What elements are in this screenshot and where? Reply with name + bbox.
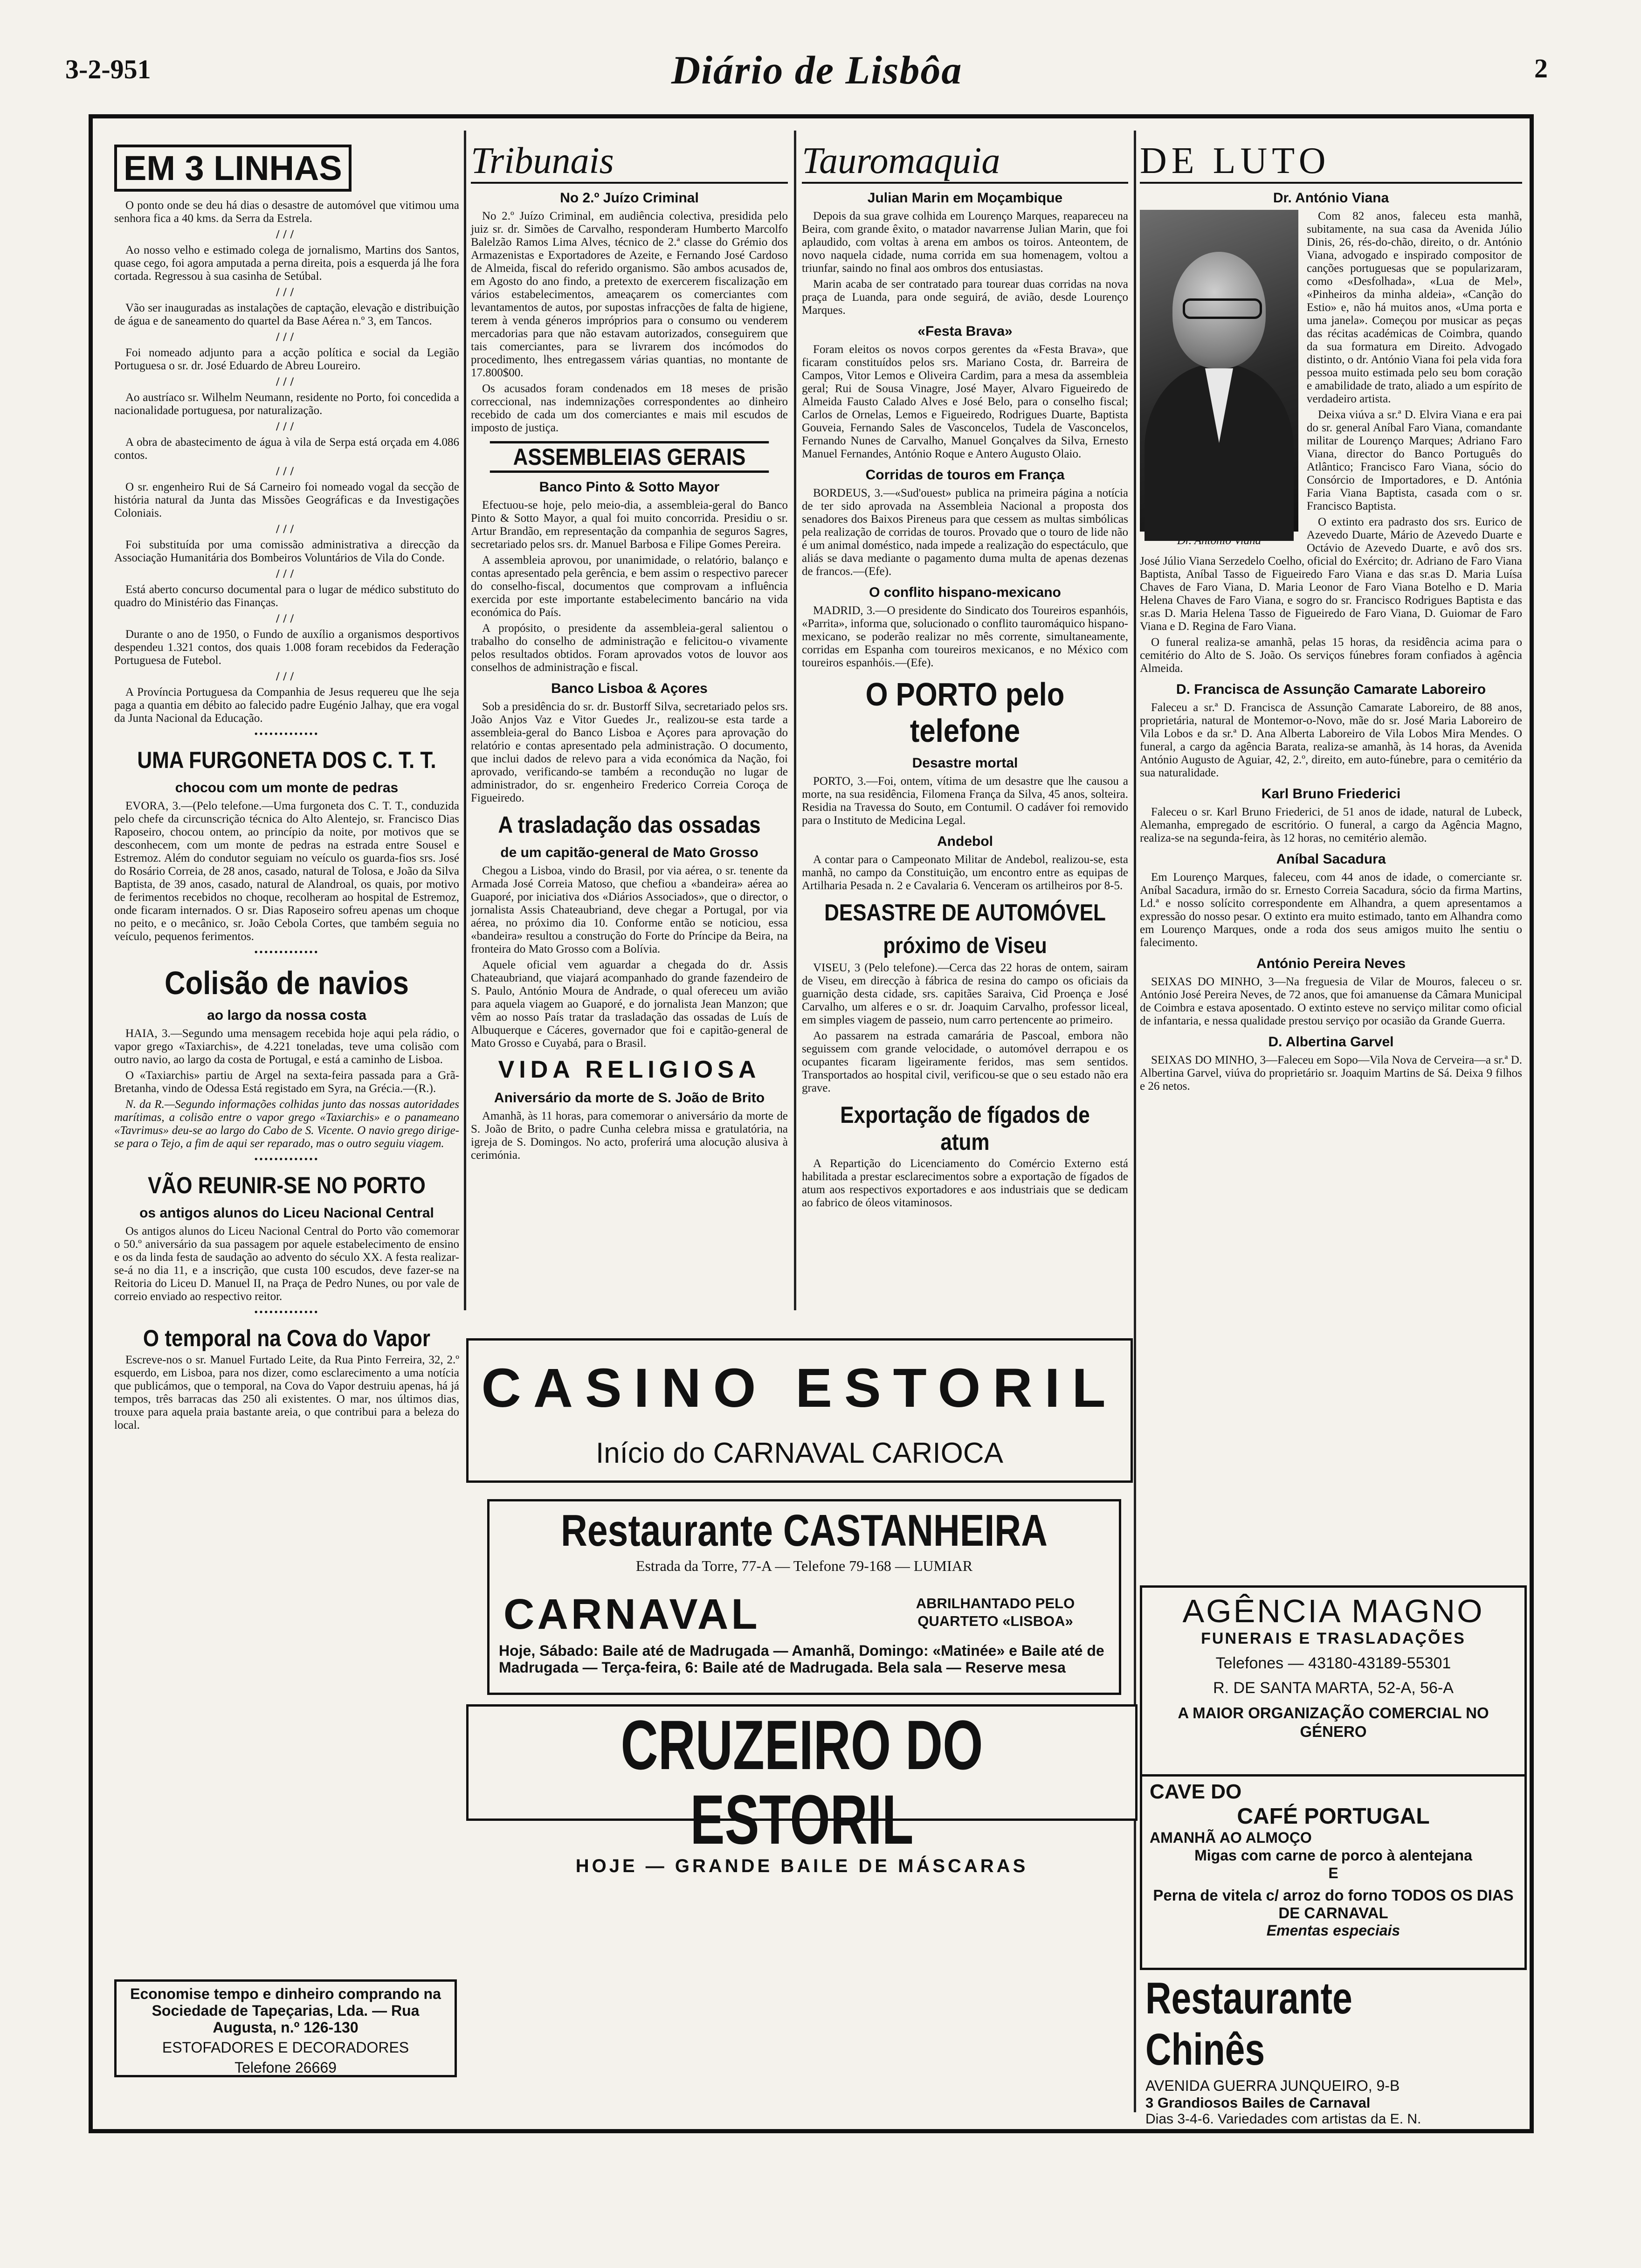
article-body: Efectuou-se hoje, pelo meio-dia, a assembleia-geral do Banco Pinto & Sotto Mayor, a qual foi muito concorrida. Presidiu o sr. Artur Brandão, em representação da companhia de seguros Sagres, secretariado pelos srs. dr. Manuel Barbosa e Filipe Gomes Pereira. — [471, 499, 788, 551]
article-body: Os acusados foram condenados em 18 meses de prisão correccional, nas indemnizações correspondentes ao dinheiro recebido de cada um dos comerciantes e mais mil escudos de imposto de justiça. — [471, 382, 788, 434]
separator: /// — [276, 567, 297, 581]
dotted-rule: ••••••••••••• — [254, 1306, 319, 1318]
section-heading: EM 3 LINHAS — [114, 145, 352, 192]
article-body: BORDEUS, 3.—«Sud'ouest» publica na primeira página a notícia de ter sido aprovada na Assembleia Nacional a proposta dos senadores dos Baixos Pireneus para que cessem as multas simbólicas pela realização de corridas de touros. Provado que o touro de lide não é um animal doméstico, nada impede a realização do espectáculo, que aliás se dava mediante o pagamento duma multa de apenas dezenas de francos.—(Efe). — [802, 487, 1128, 578]
ad-text: Dias 3-4-6. Variedades com artistas da E. N. — [1145, 2111, 1421, 2127]
ad-text: HOJE — GRANDE BAILE DE MÁSCARAS — [575, 1856, 1028, 1876]
article-body: O funeral realiza-se amanhã, pelas 15 horas, da residência acima para o cemitério do Alto de S. João. Os serviços fúnebres foram confiados à agência Almeida. — [1140, 636, 1522, 675]
ad-tapecarias — [114, 1979, 457, 2077]
ad-restaurante-chines — [1140, 1970, 1527, 2127]
article-subheadline: ao largo da nossa costa — [207, 1008, 366, 1023]
article-subheadline: de um capitão-general de Mato Grosso — [500, 845, 758, 860]
portrait-photo — [1140, 210, 1298, 550]
article-body: HAIA, 3.—Segundo uma mensagem recebida hoje aqui pela rádio, o vapor grego «Taxiarchis», de 4.221 toneladas, teve uma colisão com outro navio, ao largo da costa de Portugal, e está a caminho de Lisboa. — [114, 1027, 459, 1066]
ad-title: CAFÉ PORTUGAL — [1237, 1804, 1430, 1829]
ad-slogan: A MAIOR ORGANIZAÇÃO COMERCIAL NO GÉNERO — [1178, 1704, 1489, 1740]
article-headline: O PORTO pelo telefone — [865, 676, 1065, 749]
article-body: Foram eleitos os novos corpos gerentes da «Festa Brava», que ficaram constituídos pelos srs. Mariano Costa, dr. Barreira de Campos, Vitor Lemos e Oliveira Cardim, para a mesa da assembleia geral; Rui de Sousa Vinagre, José Mayer, Alvaro Figueiredo de Almeida Fausto Calado Alves e José Belo, para o conselho fiscal; Carlos de Ornelas, Lemos e Figueiredo, Rodrigues Duarte, Baptista Gouveia, Fernando Sales de Vasconcelos, Tudela de Vasconcelos, Fernando Nunes de Carvalho, Manuel Gonçalves da Silva, Ernesto Manuel Fernandes, António Roque e Antero Augusto Olaio. — [802, 343, 1128, 460]
ad-text: ABRILHANTADO PELO QUARTETO «LISBOA» — [916, 1595, 1075, 1629]
article-headline: Colisão de navios — [165, 965, 409, 1001]
ad-title: Restaurante Chinês — [1145, 1973, 1352, 2074]
newspaper-title: Diário de Lisbôa — [671, 48, 963, 92]
obituary-name: António Pereira Neves — [1256, 956, 1406, 971]
ad-address: Estrada da Torre, 77-A — Telefone 79-168 — LUMIAR — [635, 1557, 973, 1574]
article-body: Deixa viúva a sr.ª D. Elvira Viana e era pai do sr. general Aníbal Faro Viana, comandante militar de Lourenço Marques; Adriano Faro Viana, director do Banco Português do Atlântico; Francisco Faro Viana, sócio do Consórcio de Importadores, e D. Antónia Faria Viana Baptista, casada com o sr. Francisco Baptista. — [1307, 408, 1522, 512]
article-body: O «Taxiarchis» partiu de Argel na sexta-feira passada para a Grã-Bretanha, vindo de Odessa Está registado em Syra, na Grécia.—(R.). — [114, 1069, 459, 1095]
ad-text: 3 Grandiosos Bailes de Carnaval — [1145, 2095, 1371, 2111]
column-divider — [464, 131, 466, 1310]
article-body: O extinto era padrasto dos srs. Eurico de Azevedo Duarte, Mário de Azevedo Duarte e Octávio de Azevedo Duarte, e avô dos srs. José Júlio Viana Serzedelo Coelho, oficial do Exército; dr. Adriano de Faro Viana Baptista, Aníbal Tasso de Figueiredo Faro Viana e das sr.as D. Maria Luísa Chaves de Faro Viana, D. Maria Leonor de Faro Viana Botelho e D. Maria Helena Chaves de Faro Viana, e sogro do sr. Francisco Rodrigues Baptista e das sr.as D. Maria Helena Tasso de Figueiredo de Faro Viana, D. Guiomar de Faro Viana e D. Regina de Faro Viana. — [1140, 516, 1522, 633]
ad-phone: Telefones — 43180-43189-55301 — [1215, 1654, 1451, 1672]
ad-restaurante-castanheira — [487, 1499, 1121, 1695]
ad-address: AVENIDA GUERRA JUNQUEIRO, 9-B — [1145, 2077, 1400, 2094]
dotted-rule: ••••••••••••• — [254, 1153, 319, 1165]
article-body: SEIXAS DO MINHO, 3—Faleceu em Sopo—Vila Nova de Cerveira—a sr.ª D. Albertina Garvel, viúva do proprietário sr. Joaquim Martins de Sá. Deixa 9 filhos e 26 netos. — [1140, 1054, 1522, 1093]
obituary-name: Dr. António Viana — [1273, 190, 1389, 206]
masthead — [65, 44, 1548, 96]
brief: Foi nomeado adjunto para a acção política e social da Legião Portuguesa o sr. dr. José Eduardo de Abreu Loureiro. — [114, 346, 459, 372]
obituary-name: Aníbal Sacadura — [1276, 851, 1386, 867]
brief: Ao nosso velho e estimado colega de jornalismo, Martins dos Santos, quase cego, foi agora amputada a perna direita, pois a esquerda já lhe fora cortada. Regressou à sua casinha de Setúbal. — [114, 244, 459, 283]
article-headline: Julian Marin em Moçambique — [867, 190, 1063, 206]
ad-phone: Telefone 26669 — [234, 2059, 337, 2076]
ad-text: CAVE DO — [1150, 1780, 1242, 1803]
ad-text: Migas com carne de porco à alentejana — [1194, 1847, 1472, 1864]
column-tauromaquia — [802, 140, 1128, 1306]
ad-text: AMANHÃ AO ALMOÇO — [1150, 1829, 1312, 1846]
article-subheadline: chocou com um monte de pedras — [175, 780, 399, 795]
brief: Vão ser inauguradas as instalações de captação, elevação e distribuição de água e de saneamento do quartel da Base Aérea n.º 3, em Tancos. — [114, 302, 459, 327]
article-body: Os antigos alunos do Liceu Nacional Central do Porto vão comemorar o 50.º aniversário da sua passagem por aquele estabelecimento de ensino e os da linda festa de saudação ao advento do século XX. A festa realizar-se-á no dia 11, e a inscrição, que custa 100 escudos, deve fazer-se na Reitoria do Liceu D. Manuel II, na Praça de Pedro Nunes, ou por vale de correio enviado ao respectivo reitor. — [114, 1225, 459, 1303]
separator: /// — [276, 375, 297, 388]
section-heading: DE LUTO — [1140, 140, 1522, 184]
article-headline: VIDA RELIGIOSA — [498, 1056, 761, 1083]
brief: A Província Portuguesa da Companhia de Jesus requereu que lhe seja paga a quantia em débito ao falecido padre Eugénio Jalhay, que era vogal da Junta Nacional da Educação. — [114, 686, 459, 725]
article-body: A contar para o Campeonato Militar de Andebol, realizou-se, esta manhã, no campo da Constituição, um encontro entre as equipas de Artilharia Pesada n. 2 e Cavalaria 6. Venceram os artilheiros por 8-5. — [802, 853, 1128, 892]
separator: /// — [276, 330, 297, 344]
ad-casino-estoril — [466, 1338, 1133, 1483]
article-headline: ASSEMBLEIAS GERAIS — [490, 441, 769, 473]
article-body: SEIXAS DO MINHO, 3—Na freguesia de Vilar de Mouros, faleceu o sr. António José Pereira Neves, de 72 anos, que foi amanuense da Câmara Municipal de Coimbra e estava aposentado. O extinto esteve no serviço militar como oficial de infantaria, e nessa qualidade prestou serviço por ocasião da Grande Guerra. — [1140, 975, 1522, 1027]
ad-address: R. DE SANTA MARTA, 52-A, 56-A — [1213, 1679, 1454, 1697]
separator: /// — [276, 464, 297, 478]
article-headline: Corridas de touros em França — [865, 467, 1065, 483]
ad-title: AGÊNCIA MAGNO — [1182, 1593, 1484, 1629]
brief: A obra de abastecimento de água à vila de Serpa está orçada em 4.086 contos. — [114, 436, 459, 462]
article-subheadline: os antigos alunos do Liceu Nacional Central — [139, 1205, 434, 1221]
article-body: Em Lourenço Marques, faleceu, com 44 anos de idade, o comerciante sr. Aníbal Sacadura, irmão do sr. Ernesto Correia Sacadura, sócio da firma Martins, Ld.ª e nosso solícito correspondente em Alhandra, a quem apresentamos a expressão do nosso pesar. O extinto era muito estimado, tanto em Alhandra como em Lourenço Marques, onde a roda dos seus amigos muito lhe sentiu o falecimento. — [1140, 871, 1522, 949]
article-subheadline: Andebol — [937, 834, 993, 849]
ad-text: Economise tempo e dinheiro comprando na Sociedade de Tapeçarias, Lda. — Rua Augusta, n.º 126-130 — [130, 1985, 441, 2036]
ad-carnaval: CARNAVAL — [503, 1590, 760, 1638]
ad-title: Restaurante CASTANHEIRA — [561, 1506, 1048, 1556]
article-body: A propósito, o presidente da assembleia-geral salientou o trabalho do conselho de administração e felicitou-o vivamente pelos resultados obtidos. Foram aprovados votos de louvor aos conselhos de administração e fiscal. — [471, 622, 788, 674]
article-body: Chegou a Lisboa, vindo do Brasil, por via aérea, o sr. tenente da Armada José Correia Matoso, que chefiou a «bandeira» aérea ao Guaporé, por iniciativa dos «Diários Associados», que o director, o jornalista Assis Chateaubriand, deve chegar a Portugal, por via aérea, no próximo dia 10. Conforme então se noticiou, essa «bandeira» resultou a construção do Forte do Príncipe da Beira, na fronteira do Mato Grosso com a Bolívia. — [471, 864, 788, 955]
brief: O ponto onde se deu há dias o desastre de automóvel que vitimou uma senhora fica a 40 kms. da Serra da Estrela. — [114, 199, 459, 225]
ad-title: CASINO ESTORIL — [481, 1357, 1118, 1419]
column-em-3-linhas — [114, 140, 459, 2108]
section-heading: Tribunais — [471, 140, 788, 184]
article-subheadline: Aniversário da morte de S. João de Brito — [494, 1090, 765, 1106]
ad-text: E — [1328, 1865, 1338, 1881]
obituary-name: D. Francisca de Assunção Camarate Laboreiro — [1176, 682, 1486, 697]
portrait-image — [1140, 210, 1298, 532]
column-divider — [794, 131, 796, 1310]
column-tribunais — [471, 140, 788, 1306]
article-headline: Exportação de fígados de atum — [840, 1102, 1090, 1155]
ad-cruzeiro-do-estoril — [466, 1704, 1138, 1876]
article-headline: O conflito hispano-mexicano — [869, 585, 1061, 600]
issue-date: 3-2-951 — [65, 54, 151, 84]
article-headline: O temporal na Cova do Vapor — [143, 1325, 431, 1351]
article-headline: DESASTRE DE AUTOMÓVEL — [824, 899, 1106, 926]
brief: Está aberto concurso documental para o lugar de médico substituto do quadro do Ministério das Finanças. — [114, 583, 459, 609]
obituary-name: Karl Bruno Friederici — [1261, 786, 1401, 802]
portrait-glasses — [1183, 298, 1262, 319]
article-headline: No 2.º Juízo Criminal — [560, 190, 699, 206]
dotted-rule: ••••••••••••• — [254, 946, 319, 958]
article-subheadline: Banco Lisboa & Açores — [551, 681, 708, 696]
dotted-rule: ••••••••••••• — [254, 728, 319, 740]
article-body: Depois da sua grave colhida em Lourenço Marques, reapareceu na Beira, com grande êxito, o matador navarrense Julian Marin, que foi aplaudido, com voltas à arena em ambos os toiros. Anteontem, de novo naquela cidade, numa corrida em sua homenagem, voltou a triunfar, saindo no final aos ombros dos entusiastas. — [802, 210, 1128, 275]
article-headline: UMA FURGONETA DOS C. T. T. — [137, 747, 436, 773]
editor-note: N. da R.—Segundo informações colhidas junto das nossas autoridades marítimas, a colisão entre o vapor grego «Taxiarchis» e o panameano «Tavrimus» deu-se ao largo do Cabo de S. Vicente. O navio grego dirige-se para o Tejo, a fim de aqui ser reparado, mas o outro seguiu viagem. — [114, 1098, 459, 1150]
article-headline: «Festa Brava» — [917, 324, 1013, 339]
ad-text: Ementas especiais — [1266, 1922, 1400, 1939]
article-headline: VÃO REUNIR-SE NO PORTO — [148, 1172, 426, 1198]
article-headline: A trasladação das ossadas — [498, 812, 761, 838]
article-subheadline: próximo de Viseu — [883, 933, 1047, 958]
article-body: EVORA, 3.—(Pelo telefone.—Uma furgoneta dos C. T. T., conduzida pelo chefe da circunscrição técnica do Alto Alentejo, sr. Francisco Dias Raposeiro, chocou ontem, ao princípio da noite, por motivos que se desconhecem, com um monte de pedras na estrada entre Sousel e Estremoz. Além do condutor seguiam no veículo os guarda-fios srs. José do Rosário Correia, de 28 anos, casado, natural de Tolosa, e João da Silva Baptista, de 39 anos, casado, natural de Alandroal, os quais, por motivo de ferimentos recebidos no choque, recolheram ao hospital de Estremoz, onde ficaram internados. O sr. Dias Raposeiro sofreu apenas um choque no peito, e o mecânico, sr. João Cebola Cortes, que também seguia no veículo, pequenos ferimentos. — [114, 800, 459, 943]
column-de-luto — [1140, 140, 1522, 1576]
separator: /// — [276, 522, 297, 536]
article-body: A assembleia aprovou, por unanimidade, o relatório, balanço e contas apresentado pela gerência, e bem assim o respectivo parecer do conselho-fiscal, documentos que comprovam a influência exercida por este importante estabelecimento bancário na vida económica do País. — [471, 554, 788, 619]
article-body: Faleceu o sr. Karl Bruno Friederici, de 51 anos de idade, natural de Lubeck, Alemanha, empregado de escritório. O funeral, a cargo da Agência Magno, realiza-se na segunda-feira, às 12 horas, no cemitério alemão. — [1140, 806, 1522, 844]
brief: Durante o ano de 1950, o Fundo de auxílio a organismos desportivos despendeu 1.321 contos, dos quais 1.008 foram recebidos da Federação Portuguesa de Futebol. — [114, 628, 459, 667]
article-body: PORTO, 3.—Foi, ontem, vítima de um desastre que lhe causou a morte, na sua residência, Filomena França da Silva, 45 anos, solteira. Residia na Travessa do Souto, em Contumil. O cadáver foi removido para o Instituto de Medicina Legal. — [802, 775, 1128, 827]
article-body: Marin acaba de ser contratado para tourear duas corridas na nova praça de Luanda, para onde seguirá, de avião, desde Lourenço Marques. — [802, 278, 1128, 317]
brief: Foi substituída por uma comissão administrativa a direcção da Associação Humanitária dos Bombeiros Voluntários de Vila do Conde. — [114, 539, 459, 564]
separator: /// — [276, 670, 297, 683]
article-body: Amanhã, às 11 horas, para comemorar o aniversário da morte de S. João de Brito, o padre Cunha celebra missa e gratulatória, na igreja de S. Domingos. No acto, proferirá uma alocução alusiva à cerimónia. — [471, 1110, 788, 1162]
separator: /// — [276, 420, 297, 433]
ad-subtitle: FUNERAIS E TRASLADAÇÕES — [1201, 1630, 1466, 1647]
article-body: MADRID, 3.—O presidente do Sindicato dos Toureiros espanhóis, «Parrita», informa que, solucionado o conflito tauromáquico hispano-mexicano, se poderão realizar no mês corrente, simultaneamente, corridas em Espanha com toureiros mexicanos, e no México com toureiros espanhóis.—(Efe). — [802, 604, 1128, 669]
ad-text: ESTOFADORES E DECORADORES — [162, 2039, 409, 2056]
ad-schedule: Hoje, Sábado: Baile até de Madrugada — Amanhã, Domingo: «Matinée» e Baile até de Madrugada — Terça-feira, 6: Baile até de Madrugada. Bela sala — Reserve mesa — [499, 1642, 1104, 1676]
article-body: Faleceu a sr.ª D. Francisca de Assunção Camarate Laboreiro, de 88 anos, proprietária, natural de Montemor-o-Novo, mãe do sr. José Maria Laboreiro de Vila Lobos e da sr.ª D. Ana Alberta Laboreiro de Vila Lobos Mira Mendes. O funeral, a cargo da agência Barata, realiza-se amanhã, às 14 horas, da Avenida António Augusto de Aguiar, 42, 2.º, direito, em auto-fúnebre, para o cemitério da sua naturalidade. — [1140, 701, 1522, 779]
ad-title: CRUZEIRO DO ESTORIL — [621, 1706, 983, 1859]
ad-cafe-portugal — [1140, 1774, 1527, 1970]
separator: /// — [276, 228, 297, 241]
brief: Ao austríaco sr. Wilhelm Neumann, residente no Porto, foi concedida a nacionalidade portuguesa, por naturalização. — [114, 391, 459, 417]
article-body: A Repartição do Licenciamento do Comércio Externo está habilitada a prestar esclarecimentos sobre a exportação de fígados de atum aos respectivos exportadores e aos industriais que se dedicam ao fabrico de óleos vitaminosos. — [802, 1157, 1128, 1209]
ad-text: Perna de vitela c/ arroz do forno TODOS OS DIAS DE CARNAVAL — [1153, 1887, 1514, 1922]
brief: O sr. engenheiro Rui de Sá Carneiro foi nomeado vogal da secção de história natural da Junta das Missões Geográficas e da Investigações Coloniais. — [114, 481, 459, 519]
ad-text: Início do CARNAVAL CARIOCA — [595, 1437, 1004, 1469]
section-heading: Tauromaquia — [802, 140, 1128, 184]
article-body: Escreve-nos o sr. Manuel Furtado Leite, da Rua Pinto Ferreira, 32, 2.º esquerdo, em Lisboa, para nos dizer, como esclarecimento a uma notícia que publicámos, que o temporal, na Cova do Vapor destruiu apenas, há já tempos, três barracas das 250 ali existentes. O mar, nos últimos dias, trouxe para aquela praia bastante areia, o que contribui para a beleza do local. — [114, 1354, 459, 1431]
article-body: Com 82 anos, faleceu esta manhã, subitamente, na sua casa da Avenida Júlio Dinis, 26, rés-do-chão, direito, o dr. António Viana, advogado e inspirado compositor de canções portuguesas que se popularizaram, como «Desfolhada», «Lua de Mel», «Pinheiros da minha aldeia», «Canção do Estio» e, não há muitos anos, «Uma porta e uma janela». Começou por musicar as peças das récitas académicas de Coimbra, quando da sua formatura em Direito. Advogado distinto, o dr. António Viana foi pela vida fora pessoa muito estimada pelo seu bom coração e amabilidade de trato, aliado a um espírito de verdadeiro artista. — [1307, 210, 1522, 405]
obituary-name: D. Albertina Garvel — [1268, 1034, 1394, 1050]
article-body: Sob a presidência do sr. dr. Bustorff Silva, secretariado pelos srs. João Anjos Vaz e Vitor Guedes Jr., realizou-se esta tarde a assembleia-geral do Banco Lisboa e Açores para aprovação do relatório e contas apresentado pela administração. O documento, que inclui dados de relevo para a vida económica da Nação, foi aprovado, verificando-se também a recondução no lugar de administrador, do sr. engenheiro Frederico Correia Coroça de Figueiredo. — [471, 700, 788, 804]
article-subheadline: Desastre mortal — [912, 755, 1018, 771]
article-subheadline: Banco Pinto & Sotto Mayor — [539, 479, 720, 495]
article-body: Ao passarem na estrada camarária de Pascoal, embora não seguissem com grande velocidade, o automóvel derrapou e os ocupantes ficaram ligeiramente feridos, mas sem sentidos. Transportados ao hospital civil, verificou-se que o seu estado não era grave. — [802, 1030, 1128, 1094]
page-number: 2 — [1534, 53, 1548, 83]
article-body: Aquele oficial vem aguardar a chegada do dr. Assis Chateaubriand, que viajará acompanhado do grande fazendeiro de S. Paulo, António Moura de Andrade, o qual ofereceu um avião para aquela viagem ao Guaporé, e do jornalista Jean Manzon; que vêm ao nosso País tratar da trasladação das ossadas de Luís de Albuquerque e Cáceres, governador que foi e capitão-general de Mato Grosso e Cuyabá, para o Brasil. — [471, 959, 788, 1050]
separator: /// — [276, 285, 297, 299]
article-body: VISEU, 3 (Pelo telefone).—Cerca das 22 horas de ontem, sairam de Viseu, em direcção à fábrica de resina do campo os oficiais da guarnição desta cidade, srs. capitães Saraiva, Cid Proença e José Carvalho, um alferes e o sr. dr. Joaquim Carvalho, professor liceal, em simples viagem de passeio, num carro pertencente ao primeiro. — [802, 961, 1128, 1026]
ad-agencia-magno — [1140, 1585, 1527, 1777]
separator: /// — [276, 612, 297, 625]
article-body: No 2.º Juízo Criminal, em audiência colectiva, presidida pelo juiz sr. dr. Simões de Carvalho, responderam Humberto Marcolfo Balelzão Ramos Lima Alves, técnico de 2.ª classe do Grémio dos Armazenistas e Exportadores de Azeite, e Fernando José Cardoso de Almeida, fiscal do referido organismo. São ambos acusados de, em Agosto do ano findo, a pretexto de exercerem fiscalização em vários estabelecimentos, ameaçarem os comerciantes com levantamentos de autos, por supostas infracções de falta de higiene, terem à venda géneros impróprios para o consumo ou venderem mercadorias para que não estavam autorizados, conseguirem que tais comerciantes, para se livrarem dos incómodos do procedimento, lhes entregassem várias quantias, no montante de 17.800$00. — [471, 210, 788, 379]
